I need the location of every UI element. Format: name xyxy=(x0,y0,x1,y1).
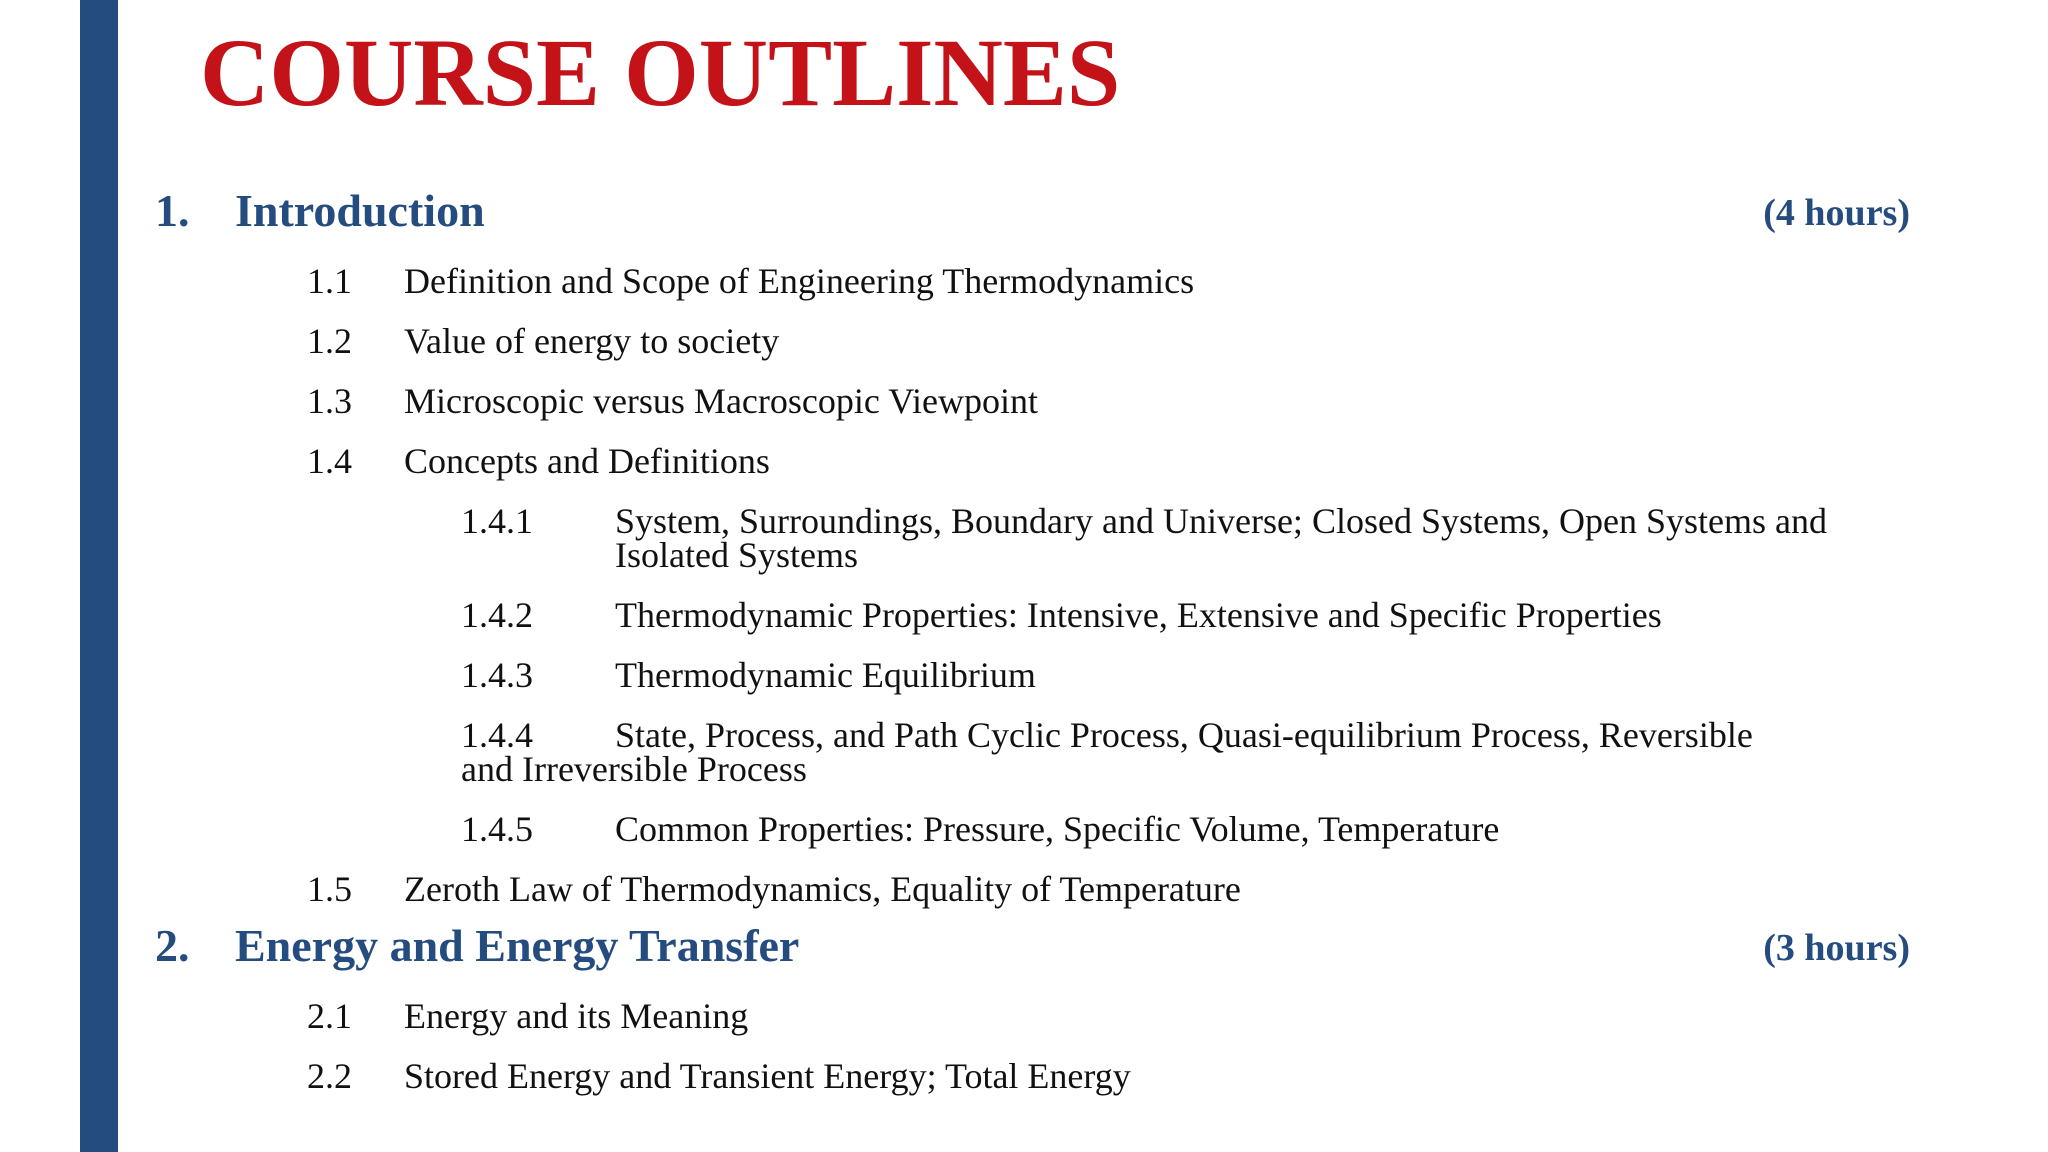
subitem-number: 1.4.5 xyxy=(461,809,533,849)
subitem-number: 1.4.2 xyxy=(461,595,533,635)
item-text: Value of energy to society xyxy=(404,321,780,361)
subitem-number: 1.4.1 xyxy=(461,501,533,541)
subitem-text-line2: Isolated Systems xyxy=(615,535,858,575)
item-text: Concepts and Definitions xyxy=(404,441,770,481)
subitem-text: Thermodynamic Properties: Intensive, Extensive and Specific Properties xyxy=(615,595,1662,635)
item-number: 2.2 xyxy=(307,1056,352,1096)
subitem-number: 1.4.3 xyxy=(461,655,533,695)
section-hours: (3 hours) xyxy=(1763,927,1910,969)
item-number: 1.2 xyxy=(307,321,352,361)
item-number: 1.4 xyxy=(307,441,352,481)
subitem-text: Common Properties: Pressure, Specific Volume, Temperature xyxy=(615,809,1500,849)
item-text: Zeroth Law of Thermodynamics, Equality of Temperature xyxy=(404,869,1241,909)
section-hours: (4 hours) xyxy=(1763,192,1910,234)
section-2-header xyxy=(155,918,1910,974)
item-text: Stored Energy and Transient Energy; Total Energy xyxy=(404,1056,1131,1096)
subitem-text-line2: and Irreversible Process xyxy=(461,749,807,789)
section-number: 1. xyxy=(155,185,190,236)
item-number: 1.3 xyxy=(307,381,352,421)
subitem-text: Thermodynamic Equilibrium xyxy=(615,655,1036,695)
section-number: 2. xyxy=(155,920,190,971)
slide-title: COURSE OUTLINES xyxy=(200,19,1121,126)
item-number: 1.1 xyxy=(307,261,352,301)
section-title: Introduction xyxy=(235,185,485,236)
left-accent-bar xyxy=(80,0,118,1152)
item-number: 1.5 xyxy=(307,869,352,909)
subitem-text-line1: System, Surroundings, Boundary and Universe; Closed Systems, Open Systems and xyxy=(615,501,1827,541)
section-1-header xyxy=(155,183,1910,239)
section-title: Energy and Energy Transfer xyxy=(235,920,800,971)
subitem-text-line1: State, Process, and Path Cyclic Process, Quasi-equilibrium Process, Reversible xyxy=(615,715,1753,755)
subitem-number: 1.4.4 xyxy=(461,715,533,755)
item-text: Definition and Scope of Engineering Thermodynamics xyxy=(404,261,1195,301)
item-number: 2.1 xyxy=(307,996,352,1036)
item-text: Microscopic versus Macroscopic Viewpoint xyxy=(404,381,1039,421)
item-text: Energy and its Meaning xyxy=(404,996,749,1036)
